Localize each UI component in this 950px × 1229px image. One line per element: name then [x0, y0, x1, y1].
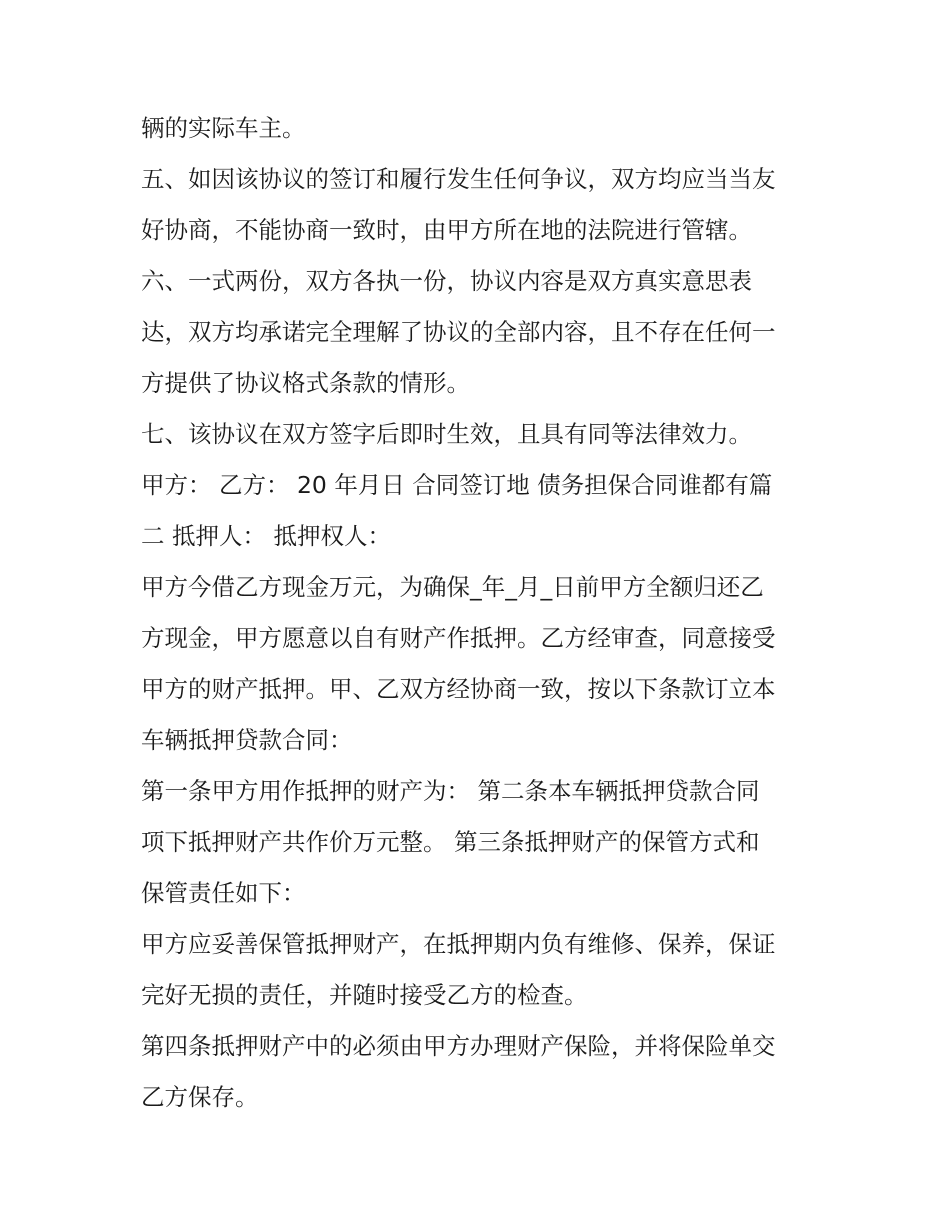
text-line: 甲方应妥善保管抵押财产，在抵押期内负有维修、保养，保证 [141, 930, 776, 958]
text-line: 达，双方均承诺完全理解了协议的全部内容，且不存在任何一 [141, 318, 776, 346]
text-line: 方现金，甲方愿意以自有财产作抵押。乙方经审查，同意接受 [141, 624, 776, 652]
text-line: 甲方的财产抵押。甲、乙双方经协商一致，按以下条款订立本 [141, 675, 776, 703]
text-line: 项下抵押财产共作价万元整。 第三条抵押财产的保管方式和 [141, 828, 760, 856]
text-line: 五、如因该协议的签订和履行发生任何争议，双方均应当当友 [141, 165, 776, 193]
text-line: 第四条抵押财产中的必须由甲方办理财产保险，并将保险单交 [141, 1032, 776, 1060]
text-line: 二 抵押人： 抵押权人： [141, 522, 391, 550]
text-line: 甲方： 乙方： 20 年月日 合同签订地 债务担保合同谁都有篇 [141, 471, 773, 499]
text-line: 车辆抵押贷款合同： [141, 726, 353, 754]
text-line: 甲方今借乙方现金万元，为确保_年_月_日前甲方全额归还乙 [141, 573, 764, 601]
text-line: 七、该协议在双方签字后即时生效，且具有同等法律效力。 [141, 420, 752, 448]
text-line: 完好无损的责任，并随时接受乙方的检查。 [141, 981, 588, 1009]
text-line: 方提供了协议格式条款的情形。 [141, 369, 470, 397]
text-line: 第一条甲方用作抵押的财产为： 第二条本车辆抵押贷款合同 [141, 777, 760, 805]
text-line: 辆的实际车主。 [141, 114, 306, 142]
text-line: 保管责任如下： [141, 879, 306, 907]
text-line: 乙方保存。 [141, 1083, 259, 1111]
text-line: 好协商，不能协商一致时，由甲方所在地的法院进行管辖。 [141, 216, 752, 244]
text-line: 六、一式两份，双方各执一份，协议内容是双方真实意思表 [141, 267, 752, 295]
